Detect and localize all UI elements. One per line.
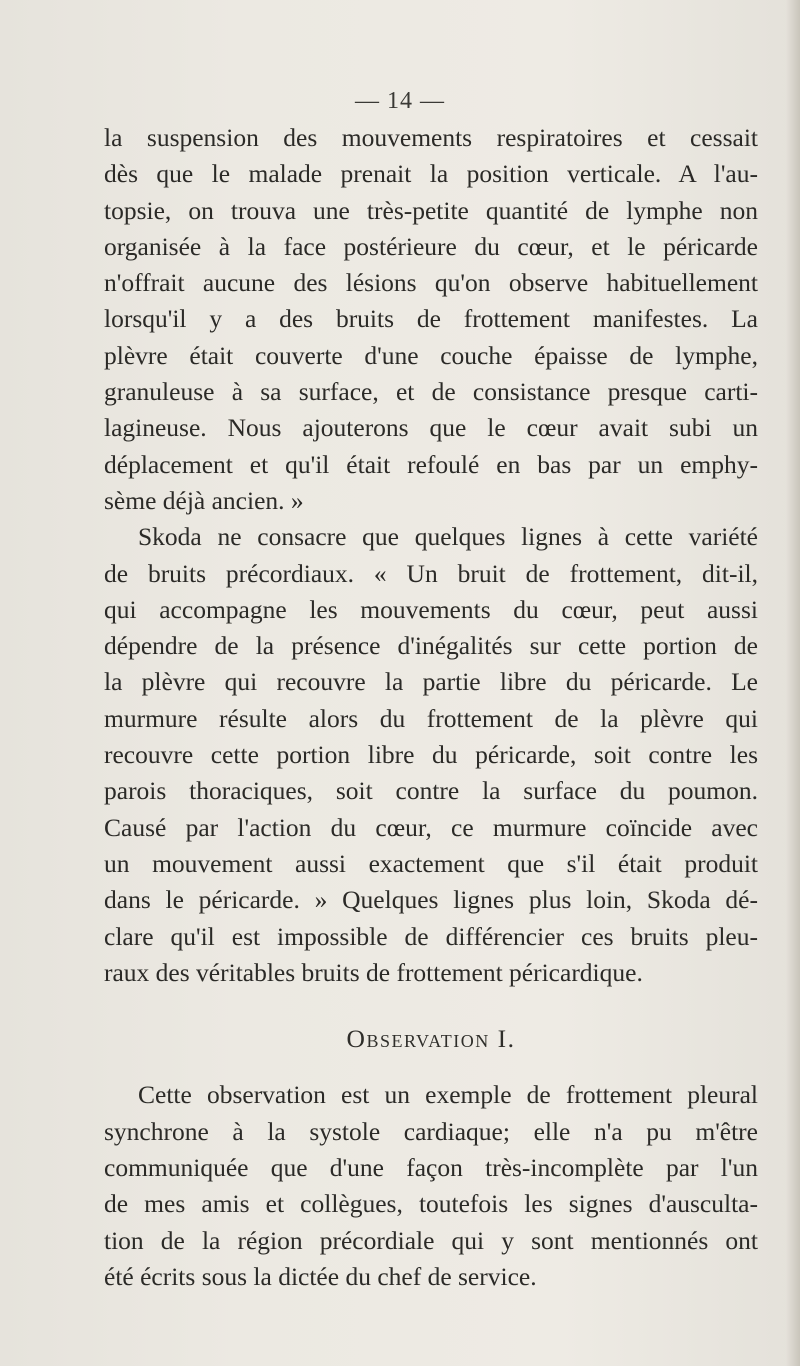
text-line: raux des véritables bruits de frottement péricardique. (104, 957, 643, 987)
text-line: murmure résulte alors du frottement de la plèvre qui (104, 703, 758, 733)
text-line: plèvre était couverte d'une couche épaisse de lymphe, (104, 340, 758, 370)
text-line: la plèvre qui recouvre la partie libre du péricarde. Le (104, 667, 758, 697)
text-line: topsie, on trouva une très-petite quantité de lymphe non (104, 195, 758, 225)
text-line: lorsqu'il y a des bruits de frottement manifestes. La (104, 304, 758, 334)
text-line: parois thoraciques, soit contre la surface du poumon. (104, 776, 758, 806)
text-line: n'offrait aucune des lésions qu'on observe habituellement (104, 268, 758, 298)
text-line: Causé par l'action du cœur, ce murmure coïncide avec (104, 812, 758, 842)
text-line: Cette observation est un exemple de frottement pleural (138, 1080, 758, 1110)
text-line: granuleuse à sa surface, et de consistance presque carti- (104, 377, 758, 407)
text-line: la suspension des mouvements respiratoires et cessait (104, 123, 758, 152)
section-heading: Observation I. (346, 1024, 516, 1054)
text-line: organisée à la face postérieure du cœur, et le péricarde (104, 231, 758, 261)
paragraph-2 (104, 519, 758, 991)
text-line: qui accompagne les mouvements du cœur, peut aussi (104, 594, 758, 624)
paragraph-3 (104, 1077, 758, 1295)
text-line: de bruits précordiaux. « Un bruit de frottement, dit-il, (104, 558, 758, 588)
page-number: — 14 — (355, 88, 445, 114)
text-line: Skoda ne consacre que quelques lignes à cette variété (138, 522, 758, 552)
text-line: déplacement et qu'il était refoulé en bas par un emphy- (104, 449, 758, 479)
text-line: recouvre cette portion libre du péricarde, soit contre les (104, 740, 758, 770)
text-line: dans le péricarde. » Quelques lignes plus loin, Skoda dé- (104, 885, 758, 915)
text-line: tion de la région précordiale qui y sont mentionnés ont (104, 1225, 758, 1255)
text-line: communiquée que d'une façon très-incomplète par l'un (104, 1153, 758, 1183)
body-text (104, 120, 758, 1295)
text-line: dépendre de la présence d'inégalités sur cette portion de (104, 631, 758, 661)
text-line: dès que le malade prenait la position verticale. A l'au- (104, 159, 758, 189)
text-line: été écrits sous la dictée du chef de service. (104, 1261, 537, 1291)
text-line: lagineuse. Nous ajouterons que le cœur avait subi un (104, 413, 758, 443)
text-line: clare qu'il est impossible de différencier ces bruits pleu- (104, 921, 758, 951)
paragraph-1 (104, 120, 758, 519)
text-line: un mouvement aussi exactement que s'il était produit (104, 848, 758, 878)
page-edge-shadow (786, 0, 800, 1366)
text-line: sème déjà ancien. » (104, 485, 304, 515)
text-line: de mes amis et collègues, toutefois les signes d'ausculta- (104, 1189, 758, 1219)
text-line: synchrone à la systole cardiaque; elle n'a pu m'être (104, 1116, 758, 1146)
